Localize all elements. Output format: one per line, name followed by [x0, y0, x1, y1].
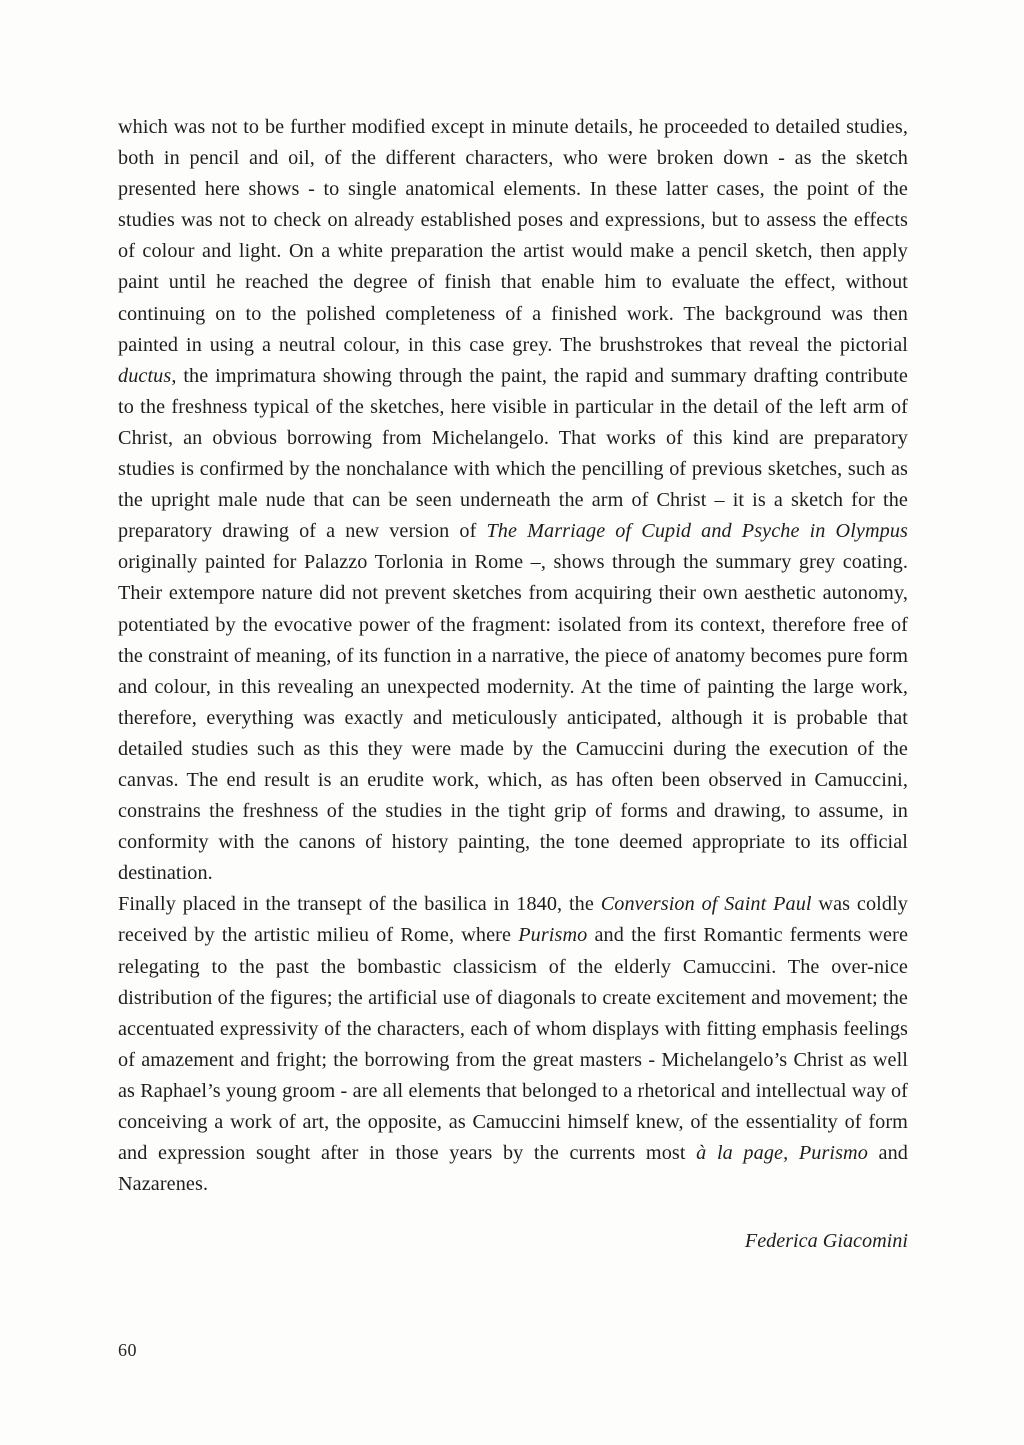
page-number: 60: [118, 1340, 137, 1360]
text-run: , the imprimatura showing through the paint, the rapid and summary drafting contribute to the freshness typical of the sketches, here visible in particular in the detail of the left arm of Christ, an obvious borrowing from Michelangelo. That works of this kind are preparatory studies is confirmed by the nonchalance with which the pencilling of previous sketches, such as the upright male nude that can be seen underneath the arm of Christ – it is a sketch for the preparatory drawing of a new version of: [118, 364, 908, 543]
text-run: was coldly received by the artistic milieu of Rome, where: [118, 893, 908, 947]
text-run: and Nazarenes.: [118, 1142, 908, 1196]
text-run: and the first Romantic ferments were relegating to the past the bombastic classicism of the elderly Camuccini. The over-nice distribution of the figures; the artificial use of diagonals to create excitement and movement; the accentuated expressivity of the characters, each of whom displays with fitting emphasis feelings of amazement and fright; the borrowing from the great masters - Michelangelo’s Christ as well as Raphael’s young groom - are all elements that belonged to a rhetorical and intellectual way of conceiving a work of art, the opposite, as Camuccini himself knew, of the essentiality of form and expression sought after in those years by the currents most: [118, 924, 909, 1165]
italic-run: Purismo: [518, 924, 588, 947]
paragraph-1: [118, 112, 908, 889]
body-text-column: [118, 112, 908, 1257]
text-run: Finally placed in the transept of the basilica in 1840, the: [118, 893, 601, 916]
italic-run: Conversion of Saint Paul: [600, 893, 812, 916]
text-run: which was not to be further modified except in minute details, he proceeded to detailed studies, both in pencil and oil, of the different characters, who were broken down - as the sketch presented here shows - to single anatomical elements. In these latter cases, the point of the studies was not to check on already established poses and expressions, but to assess the effects of colour and light. On a white preparation the artist would make a pencil sketch, then apply paint until he reached the degree of finish that enable him to evaluate the effect, without continuing on to the polished completeness of a finished work. The background was then painted in using a neutral colour, in this case grey. The brushstrokes that reveal the pictorial: [118, 116, 908, 356]
italic-run: à la page, Purismo: [696, 1142, 868, 1165]
author-signature: Federica Giacomini: [744, 1230, 908, 1253]
italic-run: The Marriage of Cupid and Psyche in Olympus: [486, 520, 908, 543]
italic-run: ductus: [118, 364, 172, 387]
paragraph-2: [118, 889, 908, 1200]
text-run: originally painted for Palazzo Torlonia in Rome –, shows through the summary grey coating. Their extempore nature did not prevent sketches from acquiring their own aesthetic autonomy, potentiated by the evocative power of the fragment: isolated from its context, therefore free of the constraint of meaning, of its function in a narrative, the piece of anatomy becomes pure form and colour, in this revealing an unexpected modernity. At the time of painting the large work, therefore, everything was exactly and meticulously anticipated, although it is probable that detailed studies such as this they were made by the Camuccini during the execution of the canvas. The end result is an erudite work, which, as has often been observed in Camuccini, constrains the freshness of the studies in the tight grip of forms and drawing, to assume, in conformity with the canons of history painting, the tone deemed appropriate to its official destination.: [118, 551, 909, 885]
